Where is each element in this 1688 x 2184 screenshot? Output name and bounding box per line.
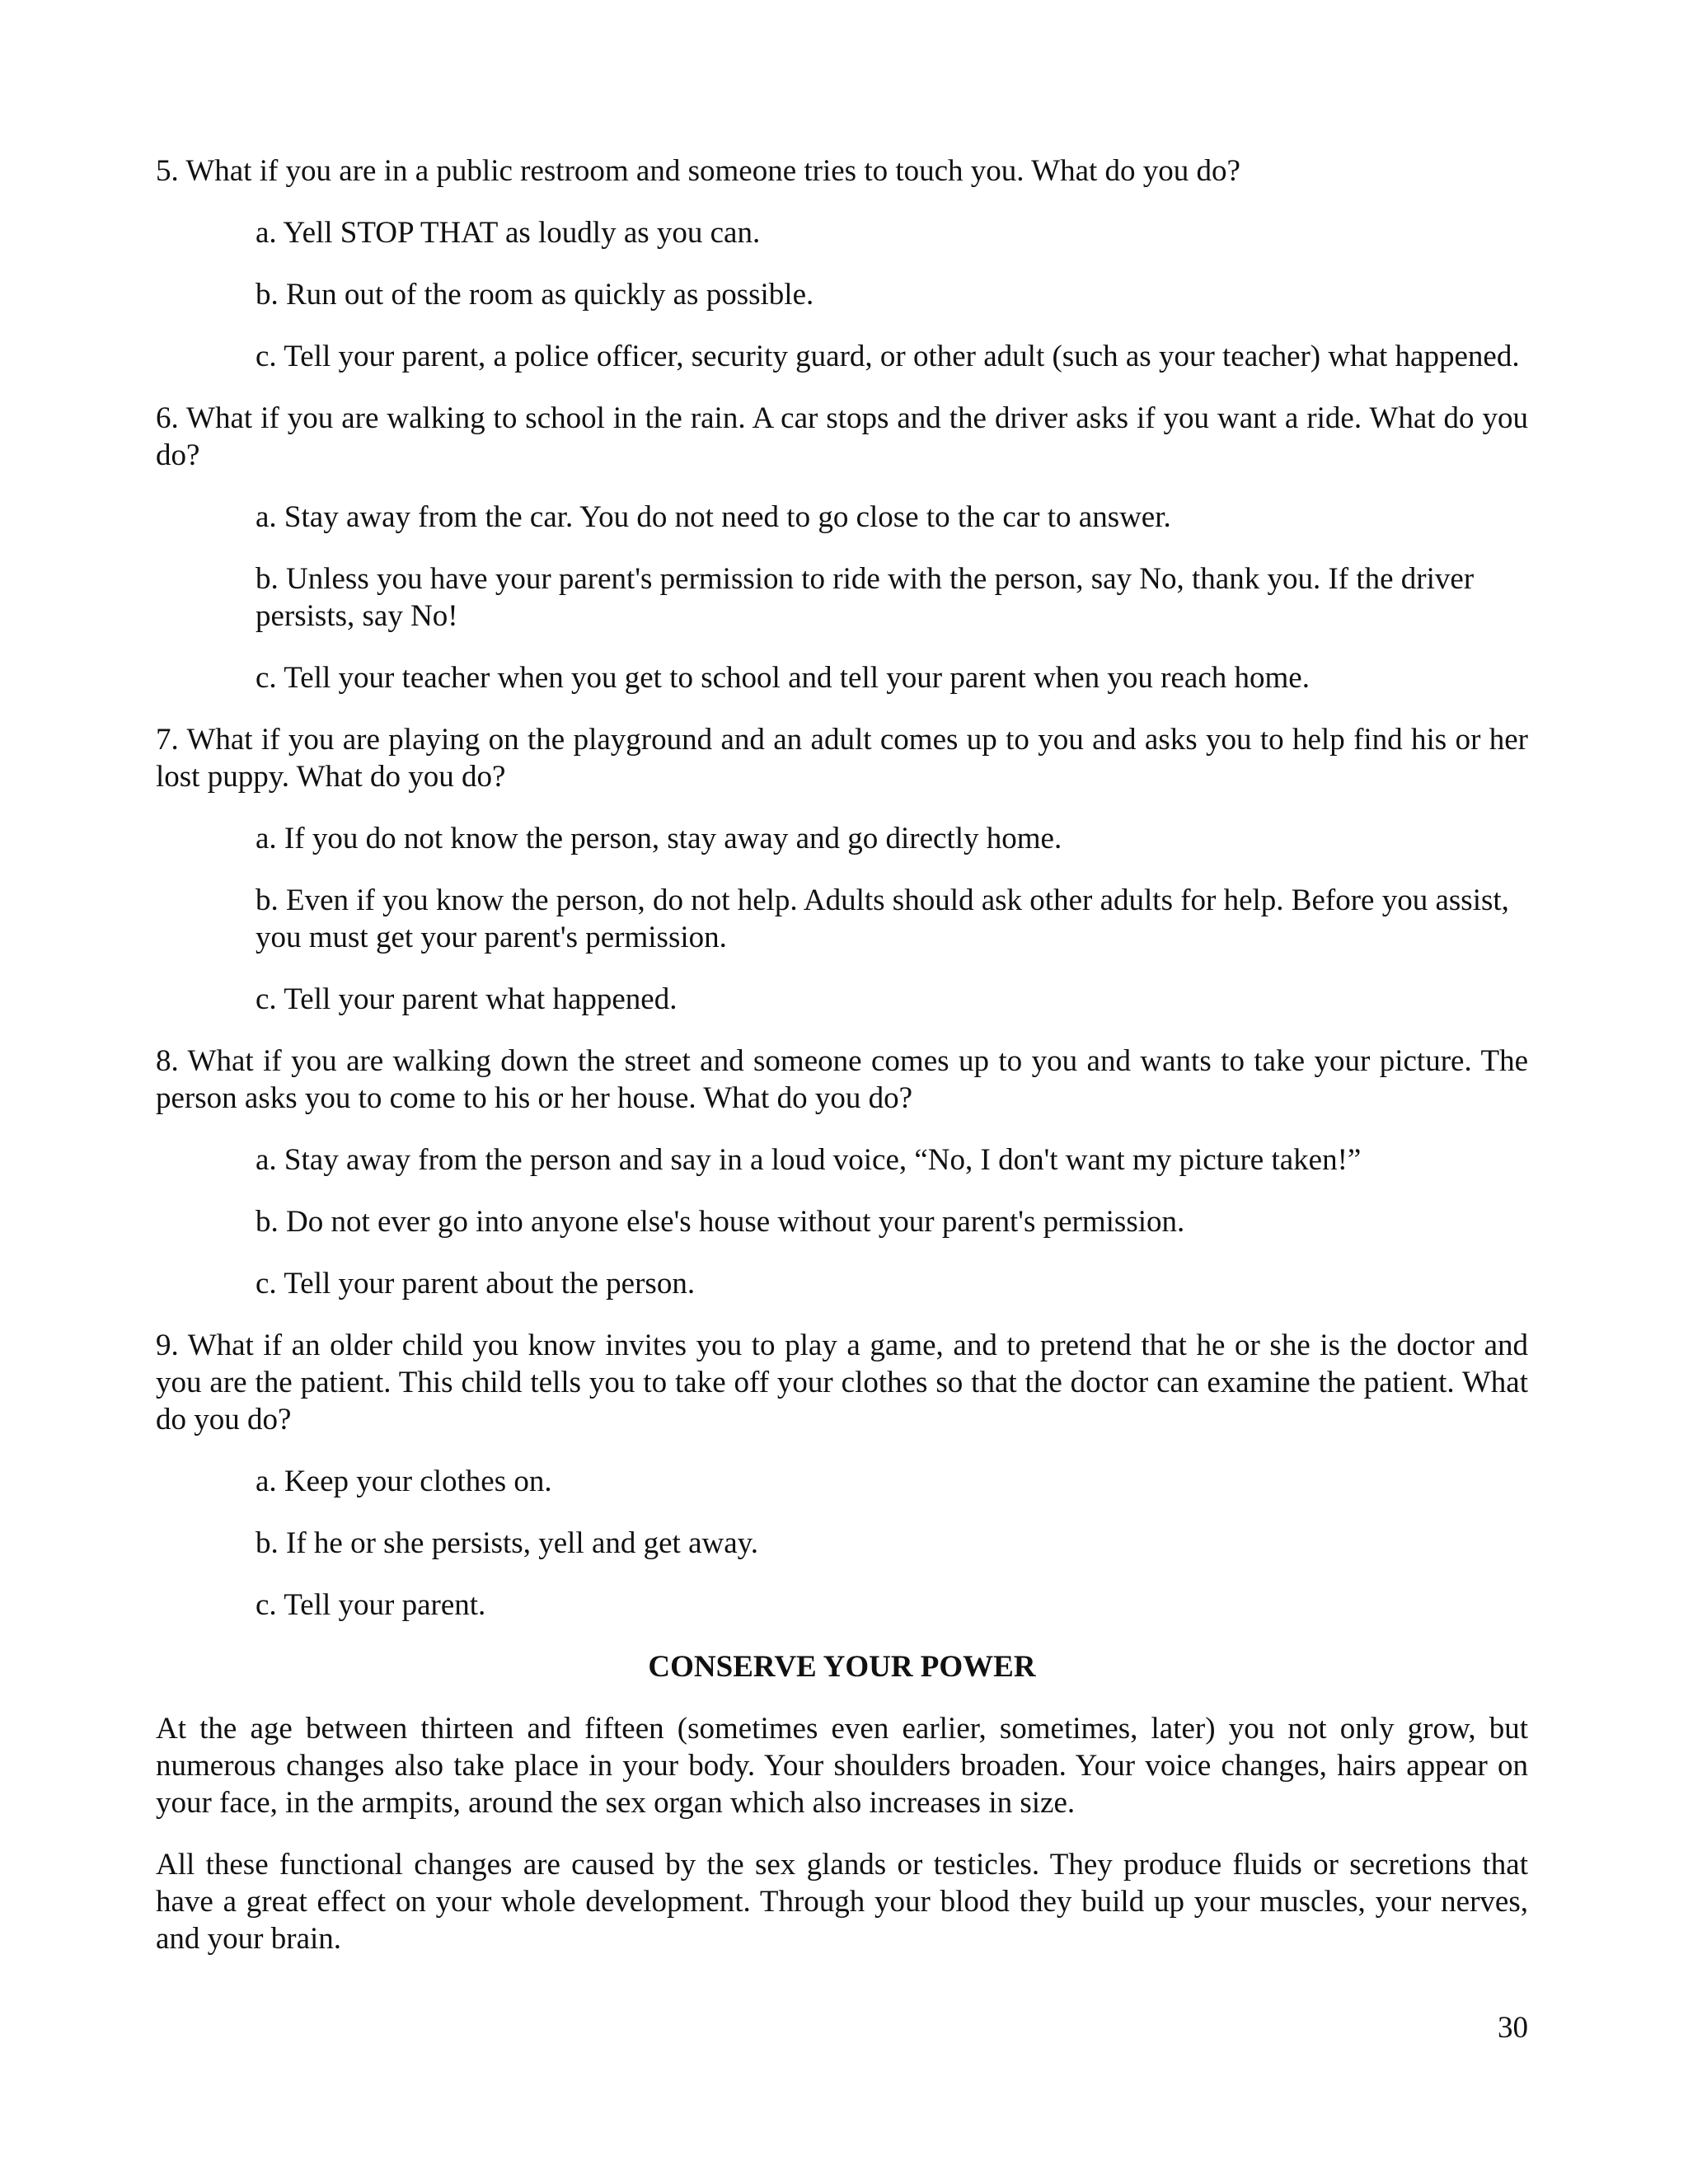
- question-5-option-b: b. Run out of the room as quickly as possible.: [256, 278, 814, 312]
- question-5-option-a: a. Yell STOP THAT as loudly as you can.: [256, 216, 761, 250]
- question-6: 6. What if you are walking to school in the rain. A car stops and the driver asks if you want a ride. What do you do?: [156, 401, 1528, 472]
- question-9-option-b: b. If he or she persists, yell and get away.: [256, 1526, 758, 1560]
- body-paragraph-1: At the age between thirteen and fifteen (sometimes even earlier, sometimes, later) you not only grow, but numerous changes also take place in your body. Your shoulders broaden. Your voice changes, hairs appear on your face, in the armpits, around the sex organ which also increases in size.: [156, 1712, 1528, 1820]
- section-heading: CONSERVE YOUR POWER: [648, 1650, 1036, 1684]
- question-5-option-c: c. Tell your parent, a police officer, security guard, or other adult (such as your teacher) what happened.: [256, 340, 1520, 373]
- document-page: [156, 152, 1528, 1982]
- question-8: 8. What if you are walking down the street and someone comes up to you and wants to take your picture. The person asks you to come to his or her house. What do you do?: [156, 1044, 1528, 1115]
- question-8-option-b: b. Do not ever go into anyone else's house without your parent's permission.: [256, 1205, 1185, 1239]
- question-6-option-b: b. Unless you have your parent's permission to ride with the person, say No, thank you. If the driver persists, say No!: [256, 562, 1475, 633]
- page-number: 30: [1498, 2011, 1528, 2045]
- question-5: 5. What if you are in a public restroom and someone tries to touch you. What do you do?: [156, 154, 1240, 188]
- question-6-option-c: c. Tell your teacher when you get to school and tell your parent when you reach home.: [256, 661, 1310, 695]
- question-7-option-a: a. If you do not know the person, stay away and go directly home.: [256, 822, 1062, 855]
- question-8-option-c: c. Tell your parent about the person.: [256, 1267, 696, 1301]
- question-6-option-a: a. Stay away from the car. You do not need to go close to the car to answer.: [256, 500, 1171, 534]
- question-7-option-c: c. Tell your parent what happened.: [256, 982, 678, 1016]
- question-8-option-a: a. Stay away from the person and say in a loud voice, “No, I don't want my picture taken!”: [256, 1143, 1362, 1177]
- question-9: 9. What if an older child you know invites you to play a game, and to pretend that he or she is the doctor and you are the patient. This child tells you to take off your clothes so that the doctor can examine the patient. What do you do?: [156, 1329, 1528, 1436]
- question-9-option-a: a. Keep your clothes on.: [256, 1465, 552, 1498]
- body-paragraph-2: All these functional changes are caused by the sex glands or testicles. They produce fluids or secretions that have a great effect on your whole development. Through your blood they build up your muscles, your nerves, and your brain.: [156, 1848, 1528, 1956]
- question-7: 7. What if you are playing on the playground and an adult comes up to you and asks you to help find his or her lost puppy. What do you do?: [156, 723, 1528, 794]
- question-7-option-b: b. Even if you know the person, do not help. Adults should ask other adults for help. Before you assist, you must get your parent's permission.: [256, 883, 1509, 954]
- question-9-option-c: c. Tell your parent.: [256, 1588, 486, 1622]
